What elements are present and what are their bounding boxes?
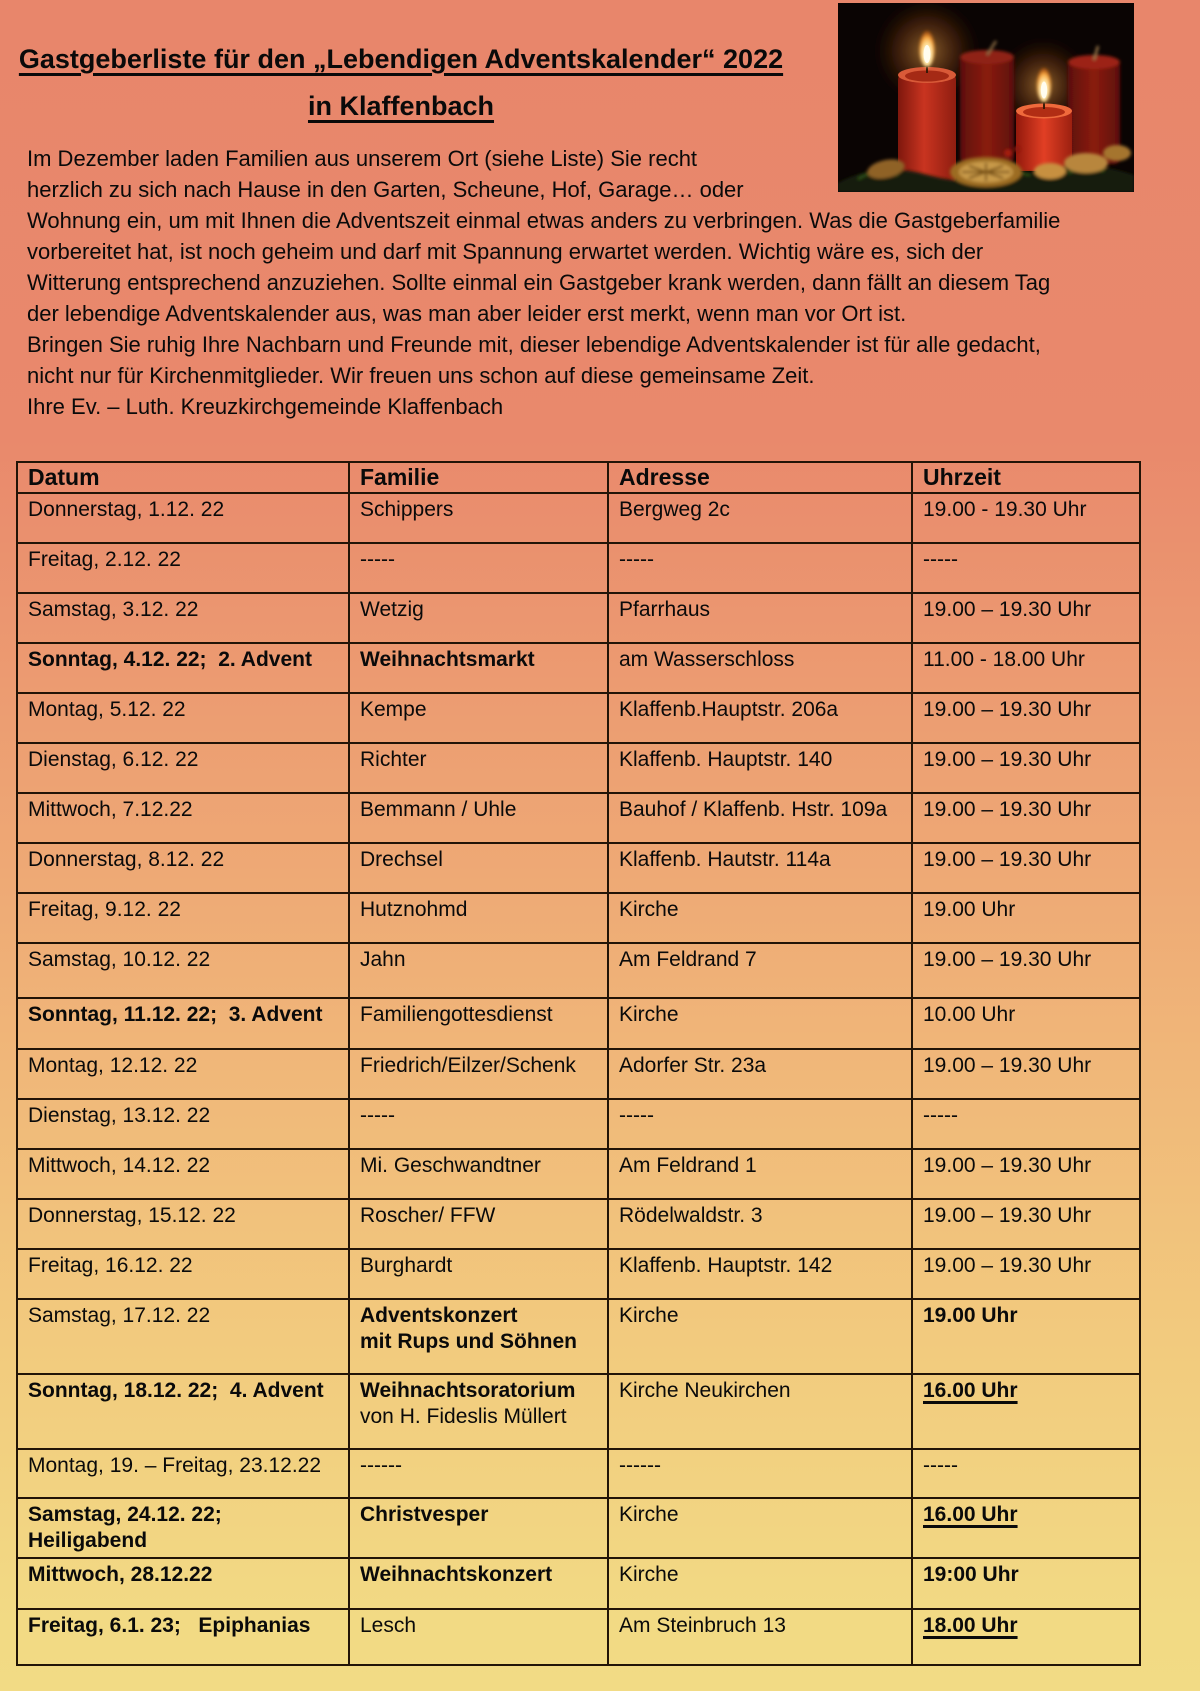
cell-uhrzeit bbox=[912, 743, 1140, 793]
cell-text: ----- bbox=[619, 548, 654, 571]
cell-datum bbox=[17, 893, 349, 943]
cell-text: Kirche bbox=[619, 1304, 679, 1327]
table-row bbox=[17, 1249, 1140, 1299]
cell-text: Lesch bbox=[360, 1614, 417, 1637]
table-row bbox=[17, 1374, 1140, 1449]
table-row bbox=[17, 1609, 1140, 1665]
cell-text: Freitag, 6.1. 23; Epiphanias bbox=[28, 1614, 311, 1637]
cell-text: Freitag, 2.12. 22 bbox=[28, 548, 181, 571]
cell-uhrzeit bbox=[912, 1249, 1140, 1299]
cell-text: Donnerstag, 15.12. 22 bbox=[28, 1204, 236, 1227]
cell-text: Bauhof / Klaffenb. Hstr. 109a bbox=[619, 798, 888, 821]
cell-adresse bbox=[608, 1149, 912, 1199]
cell-text: Donnerstag, 1.12. 22 bbox=[28, 498, 225, 521]
cell-familie bbox=[349, 893, 608, 943]
cell-adresse bbox=[608, 943, 912, 998]
cell-text: Wetzig bbox=[360, 598, 424, 621]
cell-text: ------ bbox=[619, 1454, 661, 1477]
cell-datum bbox=[17, 943, 349, 998]
cell-uhrzeit bbox=[912, 843, 1140, 893]
cell-text: von H. Fideslis Müllert bbox=[360, 1405, 567, 1428]
cell-datum bbox=[17, 543, 349, 593]
cell-datum bbox=[17, 1374, 349, 1449]
table-header-row bbox=[17, 462, 1140, 493]
cell-text: Am Steinbruch 13 bbox=[619, 1614, 786, 1637]
cell-text: Samstag, 10.12. 22 bbox=[28, 948, 211, 971]
cell-adresse bbox=[608, 493, 912, 543]
cell-text: 16.00 Uhr bbox=[923, 1503, 1018, 1526]
cell-datum bbox=[17, 1049, 349, 1099]
cell-text: Kirche Neukirchen bbox=[619, 1379, 791, 1402]
cell-text: Richter bbox=[360, 748, 427, 771]
cell-text: Adorfer Str. 23a bbox=[619, 1054, 767, 1077]
cell-text: Kirche bbox=[619, 1003, 679, 1026]
cell-text: 19.00 – 19.30 Uhr bbox=[923, 848, 1092, 871]
cell-uhrzeit bbox=[912, 643, 1140, 693]
cell-text: Friedrich/Eilzer/Schenk bbox=[360, 1054, 576, 1077]
cell-familie bbox=[349, 1449, 608, 1498]
cell-adresse bbox=[608, 1449, 912, 1498]
cell-text: Samstag, 24.12. 22; bbox=[28, 1503, 222, 1526]
cell-text: 19.00 - 19.30 Uhr bbox=[923, 498, 1087, 521]
cell-uhrzeit bbox=[912, 1049, 1140, 1099]
table-row bbox=[17, 1149, 1140, 1199]
cell-uhrzeit bbox=[912, 543, 1140, 593]
table-row bbox=[17, 1449, 1140, 1498]
cell-text: 16.00 Uhr bbox=[923, 1379, 1018, 1402]
cell-adresse bbox=[608, 793, 912, 843]
table-body bbox=[17, 493, 1140, 1665]
table-row bbox=[17, 1099, 1140, 1149]
intro-line: herzlich zu sich nach Hause in den Garten, Scheune, Hof, Garage… oder bbox=[27, 177, 744, 202]
cell-text: Sonntag, 4.12. 22; 2. Advent bbox=[28, 648, 312, 671]
cell-familie bbox=[349, 1049, 608, 1099]
cell-text: Klaffenb. Hauptstr. 142 bbox=[619, 1254, 833, 1277]
cell-familie bbox=[349, 1199, 608, 1249]
cell-text: 19.00 – 19.30 Uhr bbox=[923, 948, 1092, 971]
column-header-uhrzeit: Uhrzeit bbox=[912, 462, 1140, 493]
table-row bbox=[17, 843, 1140, 893]
cell-familie bbox=[349, 543, 608, 593]
cell-text: Mittwoch, 7.12.22 bbox=[28, 798, 193, 821]
cell-uhrzeit bbox=[912, 1498, 1140, 1558]
cell-text: Kempe bbox=[360, 698, 427, 721]
cell-text: Bergweg 2c bbox=[619, 498, 730, 521]
cell-adresse bbox=[608, 1199, 912, 1249]
cell-text: Bemmann / Uhle bbox=[360, 798, 517, 821]
cell-uhrzeit bbox=[912, 998, 1140, 1049]
cell-text: 10.00 Uhr bbox=[923, 1003, 1016, 1026]
cell-datum bbox=[17, 793, 349, 843]
cell-text: Mittwoch, 28.12.22 bbox=[28, 1563, 213, 1586]
table-row bbox=[17, 1199, 1140, 1249]
cell-datum bbox=[17, 1498, 349, 1558]
cell-text: Freitag, 9.12. 22 bbox=[28, 898, 181, 921]
cell-familie bbox=[349, 743, 608, 793]
cell-datum bbox=[17, 1199, 349, 1249]
column-header-datum: Datum bbox=[17, 462, 349, 493]
cell-text: 19.00 Uhr bbox=[923, 898, 1016, 921]
cell-text: Burghardt bbox=[360, 1254, 453, 1277]
table-row bbox=[17, 998, 1140, 1049]
table-row bbox=[17, 643, 1140, 693]
cell-text: Freitag, 16.12. 22 bbox=[28, 1254, 193, 1277]
cell-text: Dienstag, 6.12. 22 bbox=[28, 748, 199, 771]
column-header-familie: Familie bbox=[349, 462, 608, 493]
cell-text: am Wasserschloss bbox=[619, 648, 795, 671]
cell-text: Drechsel bbox=[360, 848, 443, 871]
cell-text: Schippers bbox=[360, 498, 454, 521]
cell-uhrzeit bbox=[912, 1374, 1140, 1449]
cell-uhrzeit bbox=[912, 493, 1140, 543]
intro-line: Bringen Sie ruhig Ihre Nachbarn und Freunde mit, dieser lebendige Adventskalender ist für alle gedacht, bbox=[27, 332, 1041, 357]
cell-text: 19.00 – 19.30 Uhr bbox=[923, 748, 1092, 771]
cell-text: Klaffenb.Hauptstr. 206a bbox=[619, 698, 839, 721]
cell-text: 19.00 – 19.30 Uhr bbox=[923, 1154, 1092, 1177]
cell-adresse bbox=[608, 998, 912, 1049]
table-row bbox=[17, 1558, 1140, 1609]
cell-familie bbox=[349, 943, 608, 998]
cell-familie bbox=[349, 843, 608, 893]
cell-familie bbox=[349, 1558, 608, 1609]
cell-familie bbox=[349, 593, 608, 643]
cell-text: Kirche bbox=[619, 1563, 679, 1586]
table-row bbox=[17, 493, 1140, 543]
cell-datum bbox=[17, 1609, 349, 1665]
cell-text: Familiengottesdienst bbox=[360, 1003, 553, 1026]
cell-adresse bbox=[608, 1374, 912, 1449]
cell-text: Weihnachtskonzert bbox=[360, 1563, 553, 1586]
cell-text: Roscher/ FFW bbox=[360, 1204, 496, 1227]
cell-familie bbox=[349, 493, 608, 543]
cell-text: Am Feldrand 1 bbox=[619, 1154, 757, 1177]
table-row bbox=[17, 743, 1140, 793]
intro-line: Wohnung ein, um mit Ihnen die Adventszeit einmal etwas anders zu verbringen. Was die Gastgeberfamilie bbox=[27, 208, 1061, 233]
cell-adresse bbox=[608, 1249, 912, 1299]
cell-text: 19:00 Uhr bbox=[923, 1563, 1019, 1586]
cell-datum bbox=[17, 643, 349, 693]
cell-datum bbox=[17, 743, 349, 793]
intro-line: Im Dezember laden Familien aus unserem Ort (siehe Liste) Sie recht bbox=[27, 146, 698, 171]
cell-familie bbox=[349, 998, 608, 1049]
cell-text: ----- bbox=[923, 1454, 958, 1477]
table-row bbox=[17, 593, 1140, 643]
cell-uhrzeit bbox=[912, 793, 1140, 843]
cell-text: Pfarrhaus bbox=[619, 598, 711, 621]
cell-text: Kirche bbox=[619, 898, 679, 921]
cell-text: ----- bbox=[923, 548, 958, 571]
intro-line: nicht nur für Kirchenmitglieder. Wir freuen uns schon auf diese gemeinsame Zeit. bbox=[27, 363, 815, 388]
cell-adresse bbox=[608, 693, 912, 743]
cell-text: ----- bbox=[360, 548, 395, 571]
cell-uhrzeit bbox=[912, 1099, 1140, 1149]
cell-text: 11.00 - 18.00 Uhr bbox=[923, 648, 1085, 671]
cell-text: Montag, 5.12. 22 bbox=[28, 698, 186, 721]
cell-text: Kirche bbox=[619, 1503, 679, 1526]
cell-adresse bbox=[608, 1299, 912, 1374]
cell-adresse bbox=[608, 1609, 912, 1665]
cell-adresse bbox=[608, 1498, 912, 1558]
cell-datum bbox=[17, 1558, 349, 1609]
cell-text: Mittwoch, 14.12. 22 bbox=[28, 1154, 211, 1177]
cell-datum bbox=[17, 1449, 349, 1498]
cell-text: 19.00 – 19.30 Uhr bbox=[923, 1204, 1092, 1227]
cell-text: Montag, 19. – Freitag, 23.12.22 bbox=[28, 1454, 322, 1477]
cell-uhrzeit bbox=[912, 1449, 1140, 1498]
cell-familie bbox=[349, 1249, 608, 1299]
table-row bbox=[17, 1498, 1140, 1558]
cell-text: 18.00 Uhr bbox=[923, 1614, 1018, 1637]
cell-datum bbox=[17, 1299, 349, 1374]
table-row bbox=[17, 793, 1140, 843]
cell-text: Donnerstag, 8.12. 22 bbox=[28, 848, 225, 871]
cell-adresse bbox=[608, 843, 912, 893]
cell-adresse bbox=[608, 543, 912, 593]
cell-uhrzeit bbox=[912, 1149, 1140, 1199]
cell-datum bbox=[17, 493, 349, 543]
cell-adresse bbox=[608, 643, 912, 693]
cell-text: Heiligabend bbox=[28, 1529, 148, 1552]
host-schedule-table bbox=[16, 461, 1141, 1666]
cell-familie bbox=[349, 1099, 608, 1149]
intro-line: der lebendige Adventskalender aus, was man aber leider erst merkt, wenn man vor Ort ist. bbox=[27, 301, 907, 326]
table-row bbox=[17, 893, 1140, 943]
intro-line: vorbereitet hat, ist noch geheim und darf mit Spannung erwartet werden. Wichtig wäre es, sich der bbox=[27, 239, 984, 264]
cell-text: ----- bbox=[619, 1104, 654, 1127]
cell-uhrzeit bbox=[912, 1558, 1140, 1609]
cell-text: ----- bbox=[360, 1104, 395, 1127]
cell-text: 19.00 Uhr bbox=[923, 1304, 1018, 1327]
cell-uhrzeit bbox=[912, 1199, 1140, 1249]
intro-paragraph bbox=[27, 143, 1112, 422]
table-row bbox=[17, 543, 1140, 593]
intro-line: Witterung entsprechend anzuziehen. Sollte einmal ein Gastgeber krank werden, dann fällt an diesem Tag bbox=[27, 270, 1051, 295]
cell-text: 19.00 – 19.30 Uhr bbox=[923, 798, 1092, 821]
cell-text: ----- bbox=[923, 1104, 958, 1127]
cell-familie bbox=[349, 793, 608, 843]
cell-text: Sonntag, 11.12. 22; 3. Advent bbox=[28, 1003, 323, 1026]
cell-uhrzeit bbox=[912, 693, 1140, 743]
cell-familie bbox=[349, 1149, 608, 1199]
cell-text: Am Feldrand 7 bbox=[619, 948, 757, 971]
cell-text: Klaffenb. Hauptstr. 140 bbox=[619, 748, 833, 771]
table-row bbox=[17, 1049, 1140, 1099]
cell-familie bbox=[349, 1609, 608, 1665]
table-row bbox=[17, 693, 1140, 743]
cell-uhrzeit bbox=[912, 1299, 1140, 1374]
cell-text: mit Rups und Söhnen bbox=[360, 1330, 577, 1353]
cell-datum bbox=[17, 998, 349, 1049]
cell-text: Sonntag, 18.12. 22; 4. Advent bbox=[28, 1379, 324, 1402]
cell-adresse bbox=[608, 1558, 912, 1609]
table-row bbox=[17, 943, 1140, 998]
cell-datum bbox=[17, 1249, 349, 1299]
cell-adresse bbox=[608, 593, 912, 643]
cell-uhrzeit bbox=[912, 593, 1140, 643]
cell-text: Hutznohmd bbox=[360, 898, 468, 921]
cell-text: Adventskonzert bbox=[360, 1304, 518, 1327]
cell-datum bbox=[17, 593, 349, 643]
cell-text: 19.00 – 19.30 Uhr bbox=[923, 698, 1092, 721]
page-title bbox=[12, 36, 790, 130]
cell-text: Mi. Geschwandtner bbox=[360, 1154, 541, 1177]
cell-text: Samstag, 3.12. 22 bbox=[28, 598, 199, 621]
cell-text: 19.00 – 19.30 Uhr bbox=[923, 1054, 1092, 1077]
cell-text: Christvesper bbox=[360, 1503, 489, 1526]
cell-text: 19.00 – 19.30 Uhr bbox=[923, 1254, 1092, 1277]
cell-text: Klaffenb. Hautstr. 114a bbox=[619, 848, 831, 871]
table-row bbox=[17, 1299, 1140, 1374]
cell-uhrzeit bbox=[912, 893, 1140, 943]
cell-text: Dienstag, 13.12. 22 bbox=[28, 1104, 211, 1127]
cell-text: Rödelwaldstr. 3 bbox=[619, 1204, 763, 1227]
cell-datum bbox=[17, 1099, 349, 1149]
cell-uhrzeit bbox=[912, 1609, 1140, 1665]
cell-text: Jahn bbox=[360, 948, 406, 971]
intro-line: Ihre Ev. – Luth. Kreuzkirchgemeinde Klaffenbach bbox=[27, 394, 504, 419]
cell-text: Weihnachtsoratorium bbox=[360, 1379, 576, 1402]
cell-familie bbox=[349, 1374, 608, 1449]
cell-text: ------ bbox=[360, 1454, 402, 1477]
cell-text: Montag, 12.12. 22 bbox=[28, 1054, 198, 1077]
cell-familie bbox=[349, 1299, 608, 1374]
cell-text: Samstag, 17.12. 22 bbox=[28, 1304, 211, 1327]
cell-datum bbox=[17, 693, 349, 743]
page-title-line1: Gastgeberliste für den „Lebendigen Adventskalender“ 2022 bbox=[18, 44, 784, 74]
cell-text: Weihnachtsmarkt bbox=[360, 648, 535, 671]
cell-text: 19.00 – 19.30 Uhr bbox=[923, 598, 1092, 621]
cell-familie bbox=[349, 643, 608, 693]
cell-adresse bbox=[608, 743, 912, 793]
page-title-line2: in Klaffenbach bbox=[307, 91, 495, 121]
cell-datum bbox=[17, 1149, 349, 1199]
cell-familie bbox=[349, 693, 608, 743]
cell-adresse bbox=[608, 1049, 912, 1099]
cell-adresse bbox=[608, 893, 912, 943]
cell-datum bbox=[17, 843, 349, 893]
cell-familie bbox=[349, 1498, 608, 1558]
cell-uhrzeit bbox=[912, 943, 1140, 998]
cell-adresse bbox=[608, 1099, 912, 1149]
column-header-adresse: Adresse bbox=[608, 462, 912, 493]
